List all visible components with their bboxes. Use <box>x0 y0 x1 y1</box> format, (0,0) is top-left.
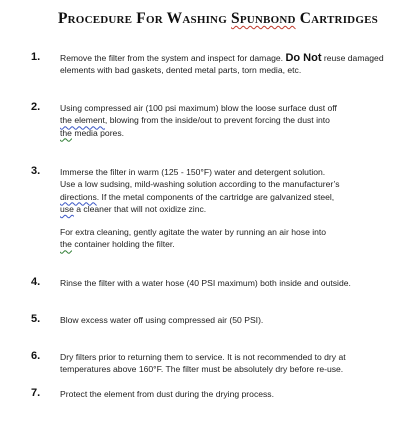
step-number: 1. <box>31 51 41 63</box>
step-number: 4. <box>31 276 41 288</box>
step-text: Using compressed air (100 psi maximum) blow the loose surface dust off the element, blowing from the inside/out to prevent forcing the dust into the media pores. <box>60 103 337 138</box>
step-text: Rinse the filter with a water hose (40 PSI maximum) both inside and outside. <box>60 278 351 288</box>
step-number: 7. <box>31 387 41 399</box>
step-number: 2. <box>31 101 41 113</box>
step-number: 3. <box>31 165 41 177</box>
step-text: Remove the filter from the system and inspect for damage. Do Not reuse damaged elements with bad gaskets, dented metal parts, torn media, etc. <box>60 52 384 76</box>
step-text: Protect the element from dust during the drying process. <box>60 389 274 399</box>
title-suffix: Cartridges <box>295 10 378 27</box>
document-title <box>58 10 388 28</box>
title-prefix: Procedure For Washing <box>58 10 232 27</box>
step-number: 6. <box>31 350 41 362</box>
title-word-spunbond: Spunbond <box>231 10 296 27</box>
step-text: Blow excess water off using compressed air (50 PSI). <box>60 315 264 325</box>
step-text: Dry filters prior to returning them to service. It is not recommended to dry at temperatures above 160°F. The filter must be absolutely dry before re-use. <box>60 352 346 375</box>
do-not-emphasis: Do Not <box>285 52 322 64</box>
step-number: 5. <box>31 313 41 325</box>
step-text: Immerse the filter in warm (125 - 150°F) water and detergent solution. Use a low sudsing, mild-washing solution according to the manufacturer’s directions. If the metal components of the cartridge are galvanized steel, use a cleaner that will not oxidize zinc. For extra cleaning, gently agitate the water by running an air hose into the container holding the filter. <box>60 167 340 250</box>
